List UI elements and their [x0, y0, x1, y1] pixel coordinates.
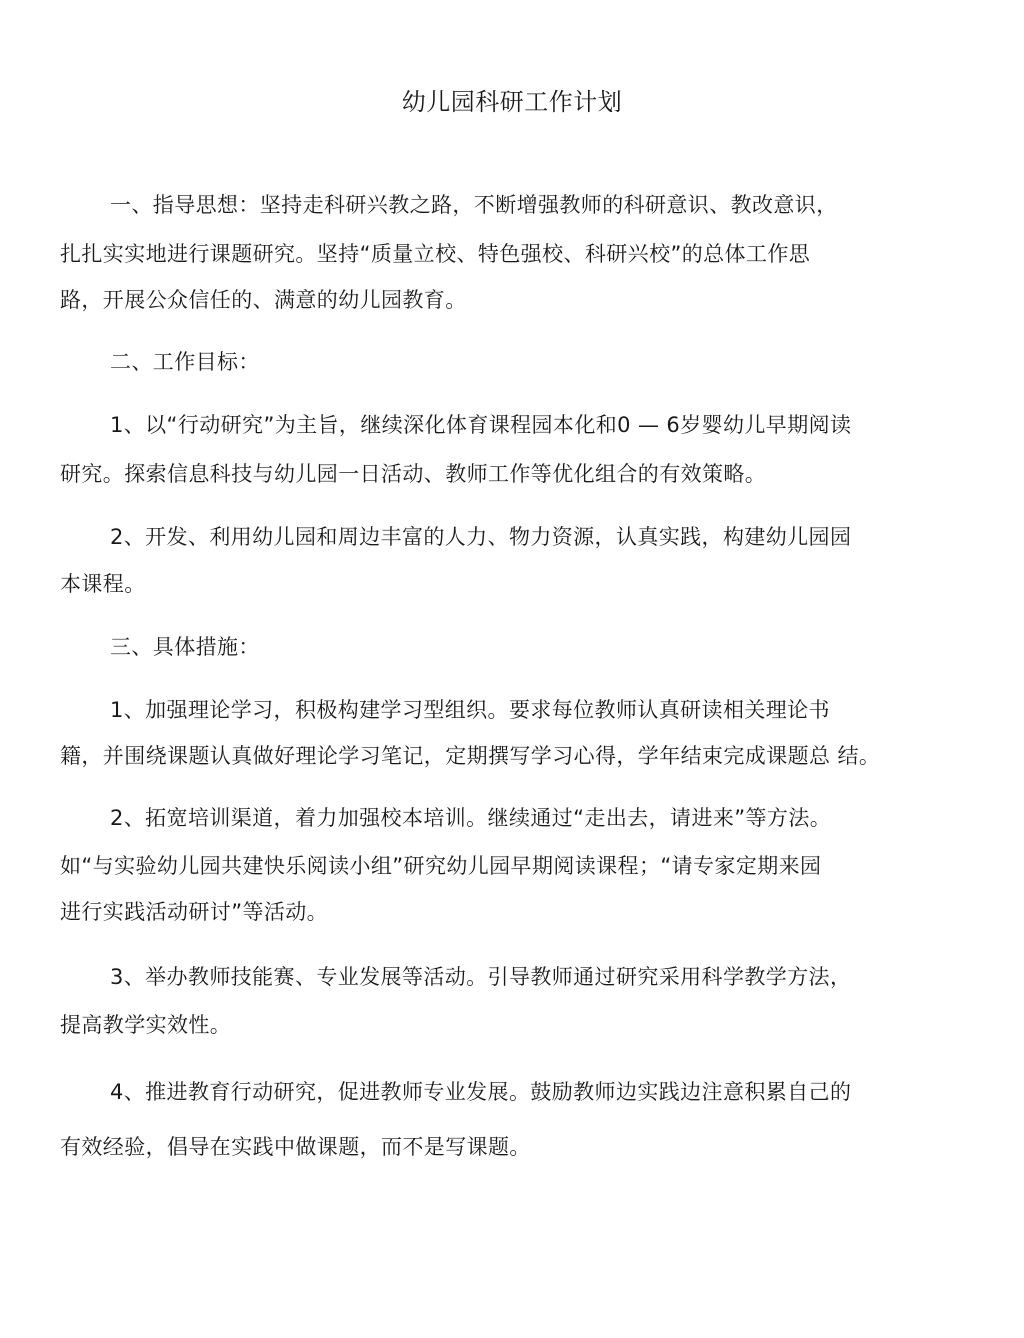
section-heading: 三、具体措施： [110, 635, 260, 659]
paragraph-line: 籍，并围绕课题认真做好理论学习笔记，定期撰写学习心得，学年结束完成课题总 结。 [60, 744, 881, 768]
paragraph-line: 扎扎实实地进行课题研究。坚持“质量立校、特色强校、科研兴校”的总体工作思 [60, 242, 811, 266]
paragraph-line: 有效经验，倡导在实践中做课题，而不是写课题。 [60, 1135, 531, 1159]
paragraph-line: 1、以“行动研究”为主旨，继续深化体育课程园本化和0 — 6岁婴幼儿早期阅读 [110, 413, 852, 437]
paragraph-line: 一、指导思想：坚持走科研兴教之路，不断增强教师的科研意识、教改意识， [110, 193, 838, 217]
paragraph-line: 2、开发、利用幼儿园和周边丰富的人力、物力资源，认真实践，构建幼儿园园 [110, 525, 852, 549]
paragraph-line: 研究。探索信息科技与幼儿园一日活动、教师工作等优化组合的有效策略。 [60, 462, 767, 486]
paragraph-line: 4、推进教育行动研究，促进教师专业发展。鼓励教师边实践边注意积累自己的 [110, 1080, 852, 1104]
paragraph-line: 1、加强理论学习，积极构建学习型组织。要求每位教师认真研读相关理论书 [110, 698, 830, 722]
paragraph-line: 提高教学实效性。 [60, 1013, 232, 1037]
paragraph-line: 路，开展公众信任的、满意的幼儿园教育。 [60, 288, 467, 312]
paragraph-line: 进行实践活动研讨”等活动。 [60, 900, 329, 924]
paragraph-line: 如“与实验幼儿园共建快乐阅读小组”研究幼儿园早期阅读课程；“请专家定期来园 [60, 854, 822, 878]
page-title: 幼儿园科研工作计划 [401, 88, 623, 116]
paragraph-line: 3、举办教师技能赛、专业发展等活动。引导教师通过研究采用科学教学方法， [110, 965, 852, 989]
paragraph-line: 2、拓宽培训渠道，着力加强校本培训。继续通过“走出去，请进来”等方法。 [110, 806, 832, 830]
paragraph-line: 本课程。 [60, 572, 146, 596]
section-heading: 二、工作目标： [110, 350, 260, 374]
